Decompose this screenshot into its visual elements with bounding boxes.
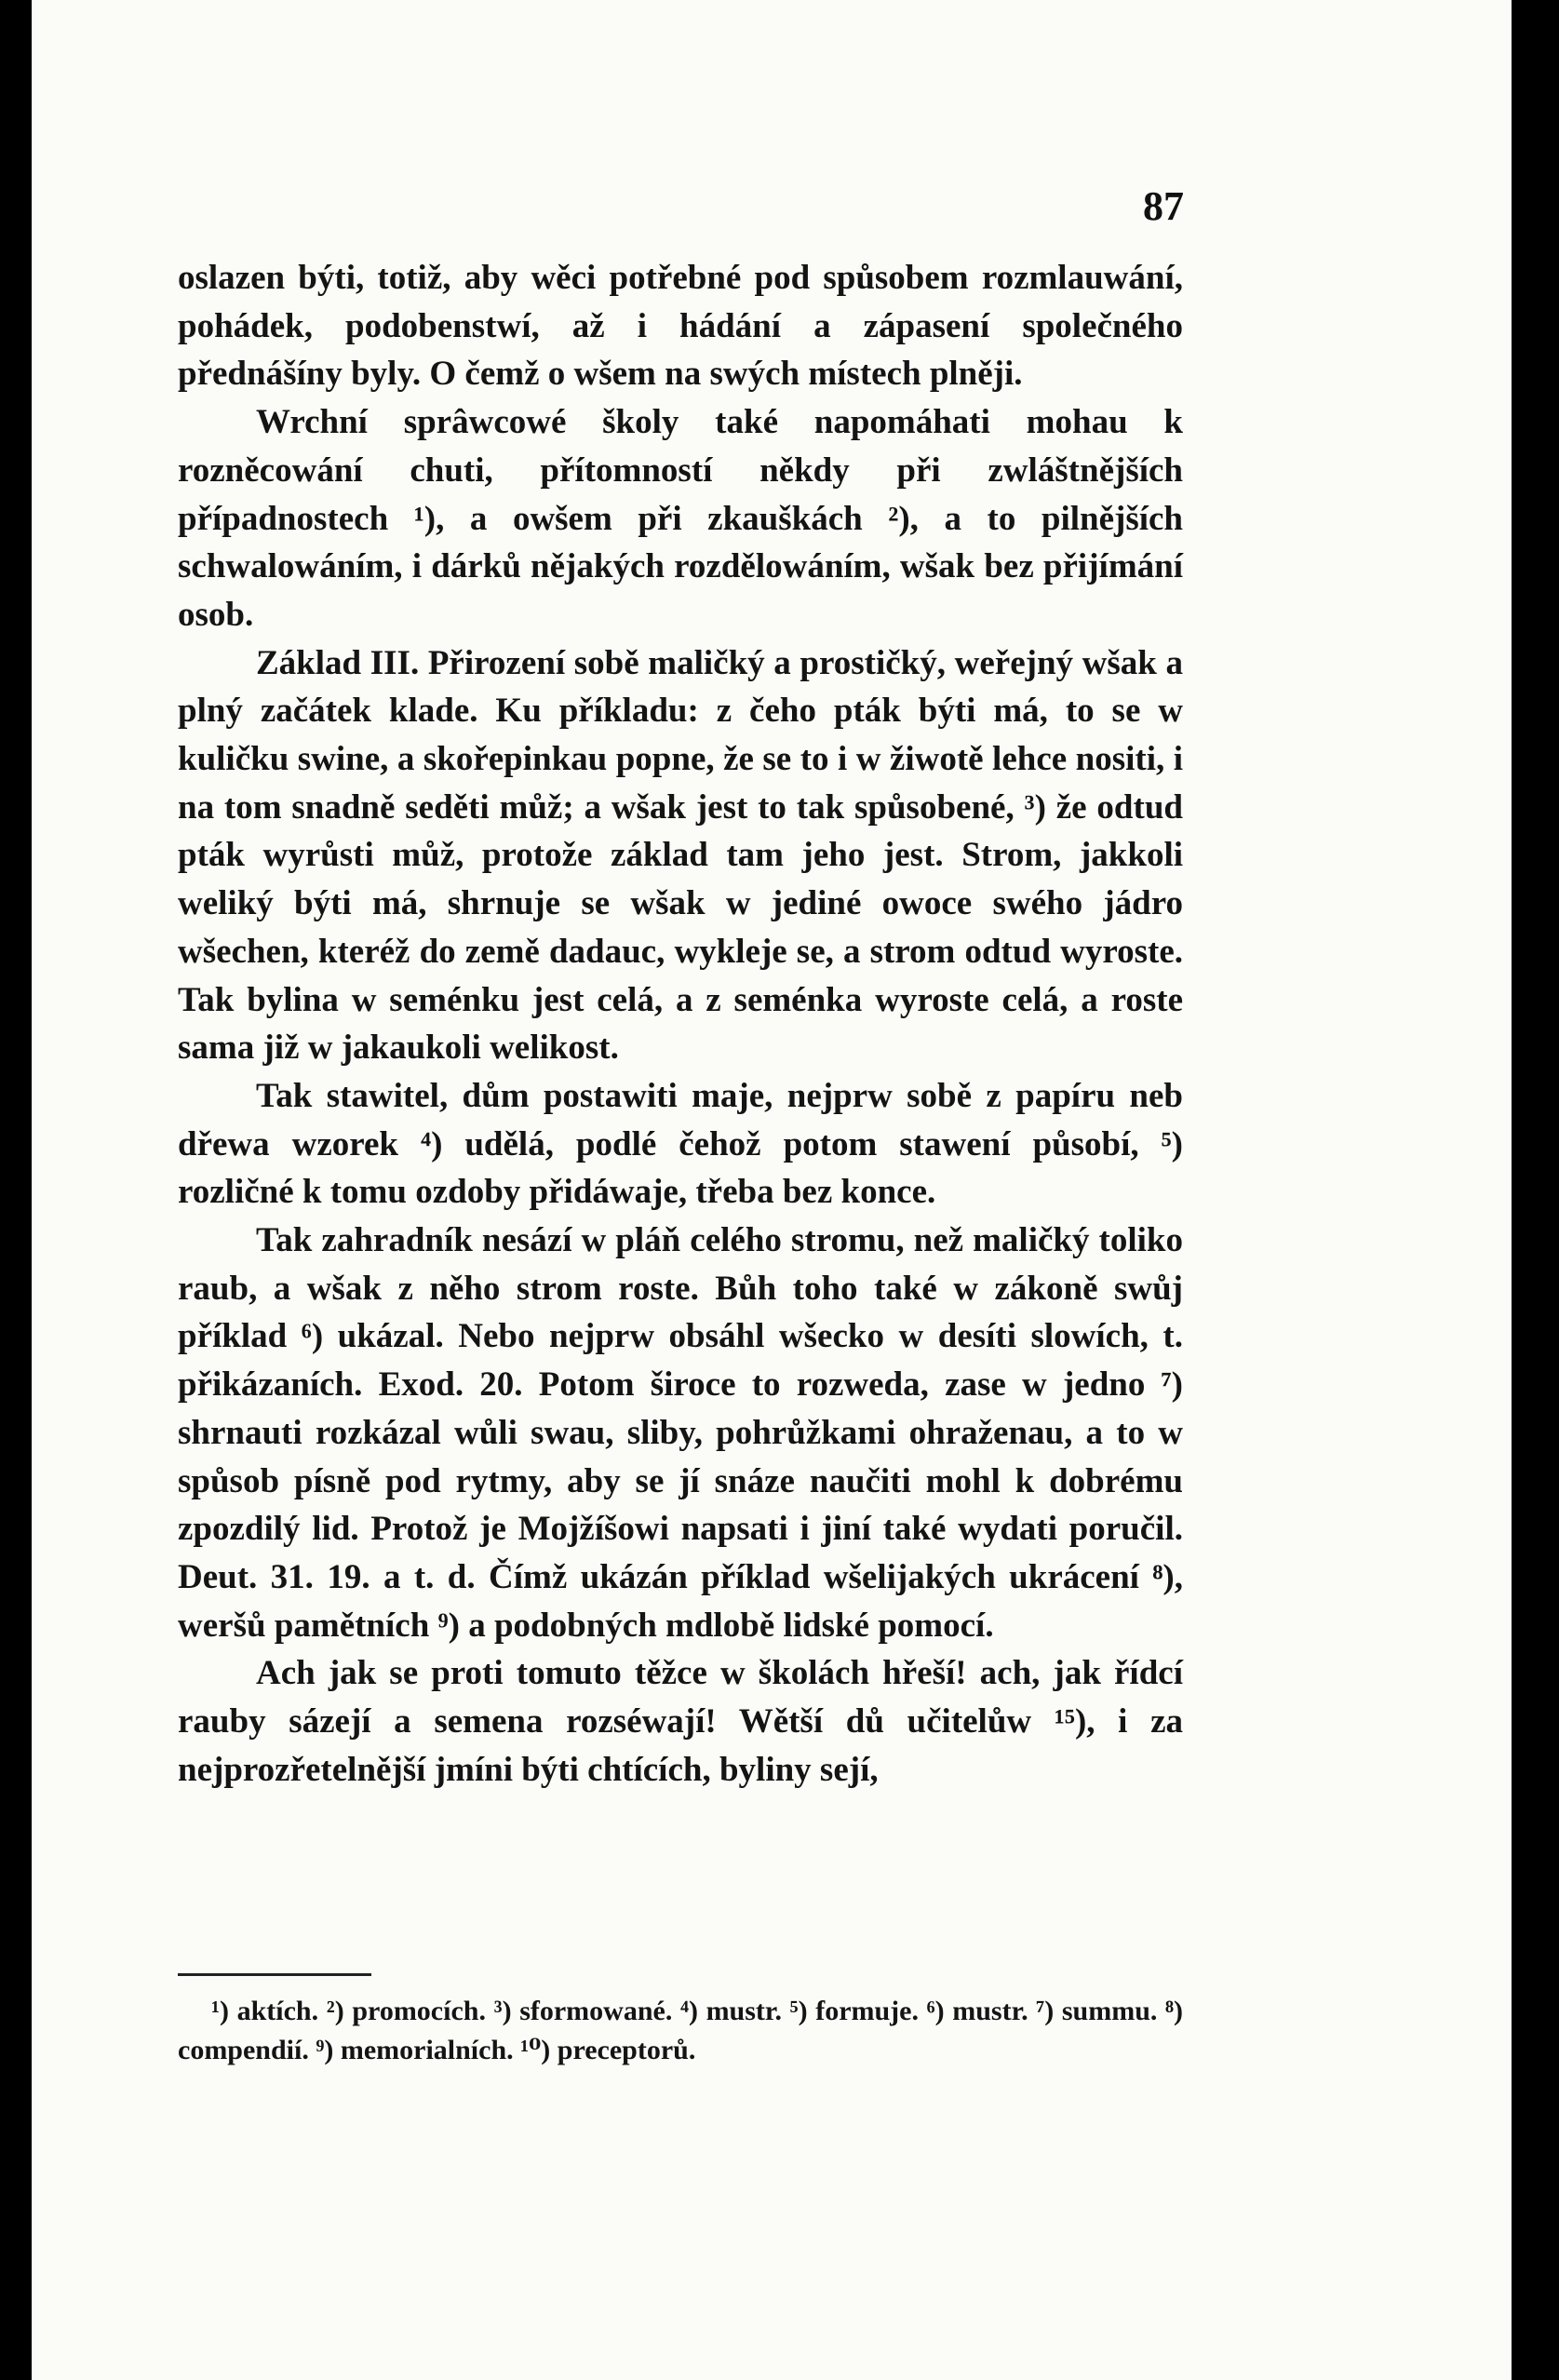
paragraph: Ach jak se proti tomuto těžce w školách hřeší! ach, jak řídcí rauby sázejí a semena rozséwají! Wětší dů učitelůw ¹⁵), i za nejprozřetelnější jmíni býti chtících, byliny sejí, [178,1654,1183,1789]
book-page [32,0,1512,2380]
paragraph: oslazen býti, totiž, aby wěci potřebné pod spůsobem rozmlauwání, pohádek, podobenstwí, až i hádání a zápasení společného přednášíny byly. O čemž o wšem na swých místech plněji. [178,259,1183,394]
paragraph: Základ III. Přirození sobě maličký a prostičký, weřejný wšak a plný začátek klade. Ku příkladu: z čeho pták býti má, to se w kuličku swine, a skořepinkau popne, že se to i w žiwotě lehce nositi, i na tom snadně seděti můž; a wšak jest to tak spůsobené, ³) že odtud pták wyrůsti můž, protože základ tam jeho jest. Strom, jakkoli weliký býti má, shrnuje se wšak w jediné owoce swého jádro wšechen, kteréž do země dadauc, wykleje se, a strom odtud wyroste. Tak bylina w seménku jest celá, a z seménka wyroste celá, a roste sama již w jakaukoli welikost. [178,643,1183,1068]
paragraph: Tak zahradník nesází w pláň celého stromu, než maličký toliko raub, a wšak z něho strom roste. Bůh toho také w zákoně swůj příklad ⁶) ukázal. Nebo nejprw obsáhl wšecko w desíti slowích, t. přikázaních. Exod. 20. Potom široce to rozweda, zase w jedno ⁷) shrnauti rozkázal wůli swau, sliby, pohrůžkami ohraženau, a to w spůsob písně pod rytmy, aby se jí snáze naučiti mohl k dobrému zpozdilý lid. Protož je Mojžíšowi napsati i jiní také wydati poručil. Deut. 31. 19. a t. d. Čímž ukázán příklad wšelijakých ukrácení ⁸), weršů pamětních ⁹) a podobných mdlobě lidské pomocí. [178,1221,1183,1645]
page-number: 87 [1143,183,1184,229]
footnote-line: ¹) aktích. ²) promocích. ³) sformowané. ⁴) mustr. ⁵) formuje. ⁶) mustr. ⁷) summu. ⁸) compendií. ⁹) memorialních. ¹⁰) preceptorů. [178,1996,1183,2065]
paragraph: Wrchní sprâwcowé školy také napomáhati mohau k rozněcowání chuti, přítomností někdy při zwláštnějších případnostech ¹), a owšem při zkauškách ²), a to pilnějších schwalowáním, i dárků nějakých rozdělowáním, wšak bez přijímání osob. [178,403,1183,634]
body-text [178,254,1183,1795]
paragraph: Tak stawitel, dům postawiti maje, nejprw sobě z papíru neb dřewa wzorek ⁴) udělá, podlé čehož potom stawení působí, ⁵) rozličné k tomu ozdoby přidáwaje, třeba bez konce. [178,1076,1183,1212]
footnote-divider [178,1973,371,1976]
footnotes [178,1992,1183,2070]
